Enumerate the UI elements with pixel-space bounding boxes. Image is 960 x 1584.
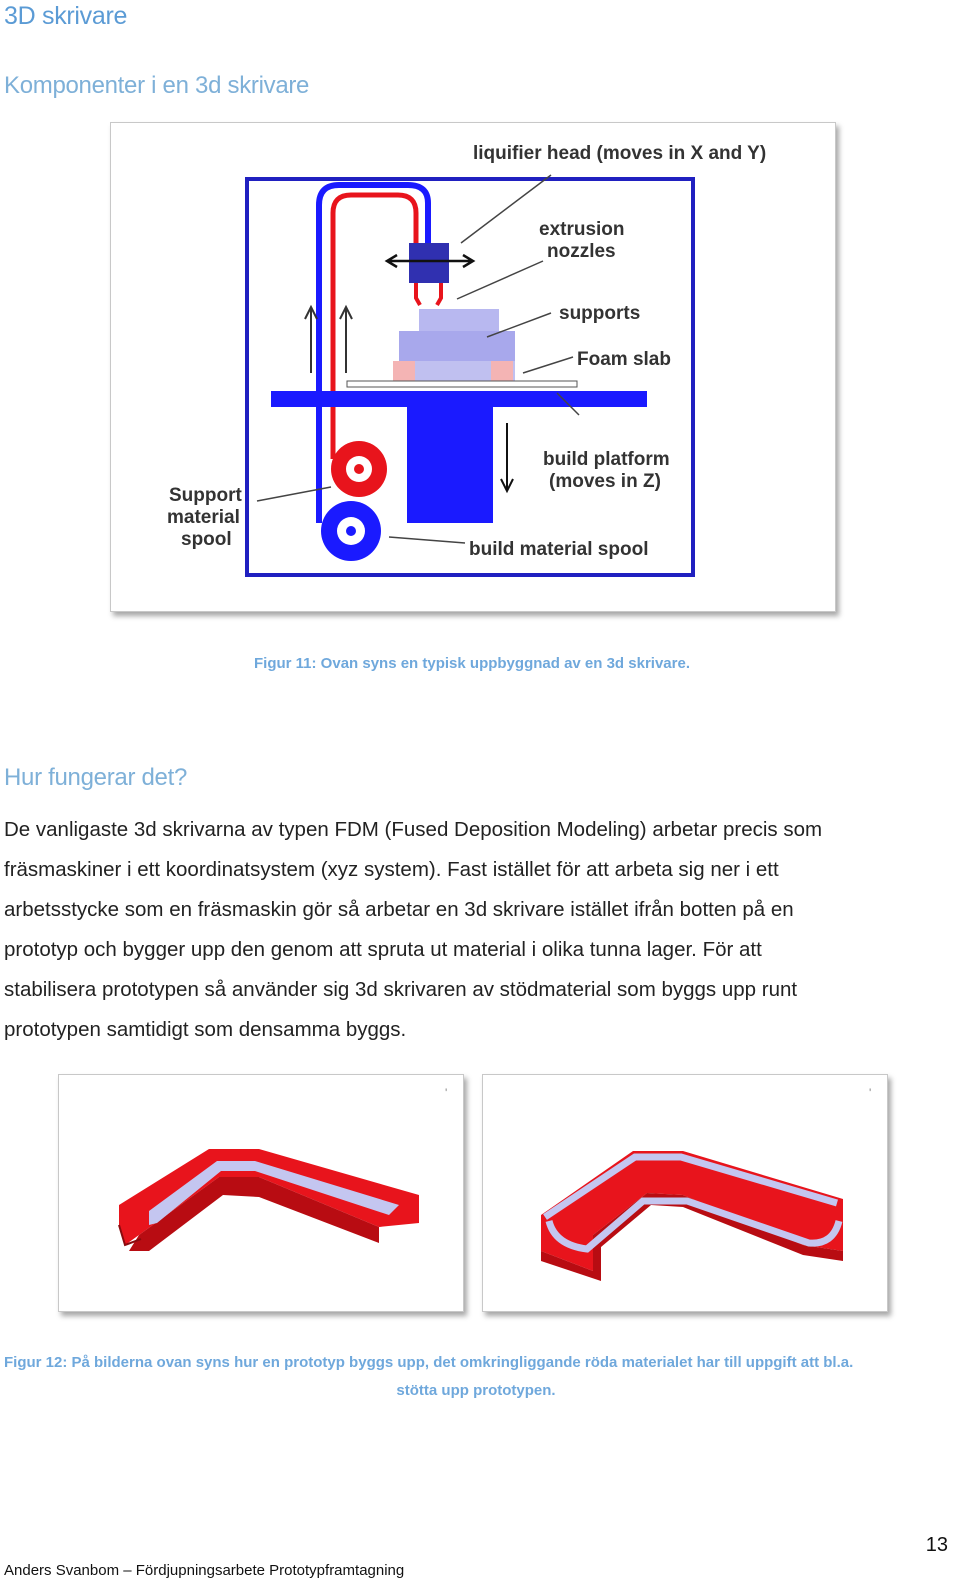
arrow-down <box>501 423 513 491</box>
svg-text:': ' <box>445 1086 448 1100</box>
figure-12-left-frame <box>58 1074 464 1312</box>
label-supports: supports <box>559 303 641 324</box>
nozzle-right <box>437 283 441 305</box>
figure-12-caption-line2: stötta upp prototypen. <box>396 1382 556 1399</box>
page-number: 13 <box>925 1534 948 1556</box>
printer-diagram <box>111 123 835 611</box>
section-heading: Hur fungerar det? <box>4 764 188 791</box>
arrow-up-right <box>340 307 352 373</box>
liquifier-head <box>409 243 449 283</box>
figure-11-caption: Figur 11: Ovan syns en typisk uppbyggnad av en 3d skrivare. <box>254 655 690 672</box>
label-support: Support <box>169 485 242 506</box>
foam-slab <box>347 381 577 387</box>
subheading: Komponenter i en 3d skrivare <box>4 72 310 99</box>
label-moves-z: (moves in Z) <box>549 471 661 492</box>
body-paragraph <box>4 810 954 1050</box>
label-liquifier: liquifier head (moves in X and Y) <box>473 143 767 164</box>
label-nozzles: nozzles <box>547 241 616 262</box>
paragraph-line: arbetsstycke som en fräsmaskin gör så arbetar en 3d skrivare istället ifrån botten på en <box>4 898 794 921</box>
figure-12-right-frame <box>482 1074 888 1312</box>
figure-12-caption-line1: Figur 12: På bilderna ovan syns hur en prototyp byggs upp, det omkringliggande röda materialet har till uppgift att bl.a. <box>4 1354 854 1371</box>
page-heading: 3D skrivare <box>4 2 128 30</box>
label-material: material <box>167 507 240 528</box>
figure-11-frame <box>110 122 836 612</box>
prototype-supports-image <box>59 1075 463 1311</box>
paragraph-line: stabilisera prototypen så använder sig 3d skrivaren av stödmaterial som byggs upp runt <box>4 978 798 1001</box>
platform-column <box>407 407 493 523</box>
label-build-material-spool: build material spool <box>469 539 649 560</box>
build-platform <box>271 391 647 407</box>
label-foam-slab: Foam slab <box>577 349 671 370</box>
label-spool: spool <box>181 529 232 550</box>
paragraph-line: prototypen samtidigt som densamma byggs. <box>4 1018 407 1041</box>
page-footer: Anders Svanbom – Fördjupningsarbete Prototypframtagning <box>4 1562 405 1579</box>
label-extrusion: extrusion <box>539 219 625 240</box>
paragraph-line: fräsmaskiner i ett koordinatsystem (xyz system). Fast istället för att arbeta sig ner i ett <box>4 858 779 881</box>
prototype-layers <box>393 309 515 381</box>
nozzle-left <box>416 283 420 305</box>
prototype-cross-section-image <box>483 1075 887 1311</box>
label-build-platform: build platform <box>543 449 670 470</box>
svg-text:': ' <box>869 1086 872 1100</box>
arrow-up-left <box>305 307 317 373</box>
paragraph-line: De vanligaste 3d skrivarna av typen FDM (Fused Deposition Modeling) arbetar precis som <box>4 818 823 841</box>
paragraph-line: prototyp och bygger upp den genom att spruta ut material i olika tunna lager. För att <box>4 938 762 961</box>
